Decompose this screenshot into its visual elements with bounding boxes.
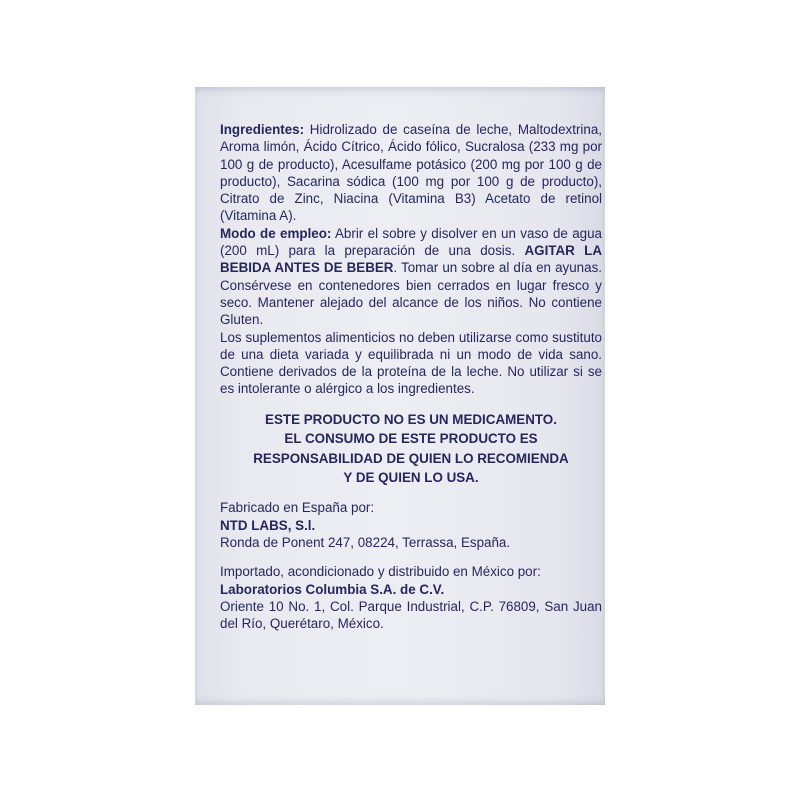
usage-shake-warning: AGITAR LA BEBIDA ANTES DE BEBER — [220, 243, 602, 276]
label-text-block — [220, 121, 602, 632]
usage-text-continued: . Tomar un sobre al día en ayunas. Consérvese en contenedores bien cerrados en lugar fresco y seco. Mantener alejado del alcance de los niños. No contiene Gluten. — [220, 260, 602, 328]
supplement-note: Los suplementos alimenticios no deben utilizarse como sustituto de una dieta variada y equilibrada ni un modo de vida sano. Contiene derivados de la proteína de la leche. No utilizar si se es intolerante o alérgico a los ingredientes. — [220, 329, 602, 397]
warning-line-4: Y DE QUIEN LO USA. — [343, 469, 479, 485]
manufacturer-name: NTD LABS, S.l. — [220, 517, 316, 533]
manufacturer-prefix: Fabricado en España por: — [220, 500, 375, 516]
warning-line-1: ESTE PRODUCTO NO ES UN MEDICAMENTO. — [265, 411, 557, 427]
importer-name: Laboratorios Columbia S.A. de C.V. — [220, 581, 445, 597]
importer-address: Oriente 10 No. 1, Col. Parque Industrial, C.P. 76809, San Juan del Río, Querétaro, México. — [220, 598, 602, 632]
warning-line-3: RESPONSABILIDAD DE QUIEN LO RECOMIENDA — [253, 450, 569, 466]
usage-heading: Modo de empleo: — [220, 225, 332, 241]
manufacturer-address: Ronda de Ponent 247, 08224, Terrassa, España. — [220, 534, 511, 550]
warning-line-2: EL CONSUMO DE ESTE PRODUCTO ES — [284, 431, 538, 447]
importer-info — [220, 563, 602, 632]
legal-warning — [220, 410, 602, 488]
ingredients-text: Hidrolizado de caseína de leche, Maltodextrina, Aroma limón, Ácido Cítrico, Ácido fólico, Sucralosa (233 mg por 100 g de producto), Acesulfame potásico (200 mg por 100 g de producto), Sacarina sódica (100 mg por 100 g de producto), Citrato de Zinc, Niacina (Vitamina B3) Acetato de retinol (Vitamina A). — [220, 122, 602, 224]
product-label-panel — [195, 87, 605, 705]
usage-paragraph — [220, 225, 602, 329]
ingredients-heading: Ingredientes: — [220, 122, 305, 137]
manufacturer-line — [220, 499, 602, 534]
manufacturer-info — [220, 499, 602, 551]
ingredients-paragraph — [220, 121, 602, 225]
importer-prefix: Importado, acondicionado y distribuido en México por: — [220, 564, 541, 580]
usage-text: Abrir el sobre y disolver en un vaso de agua (200 mL) para la preparación de una dosis. — [220, 225, 602, 259]
